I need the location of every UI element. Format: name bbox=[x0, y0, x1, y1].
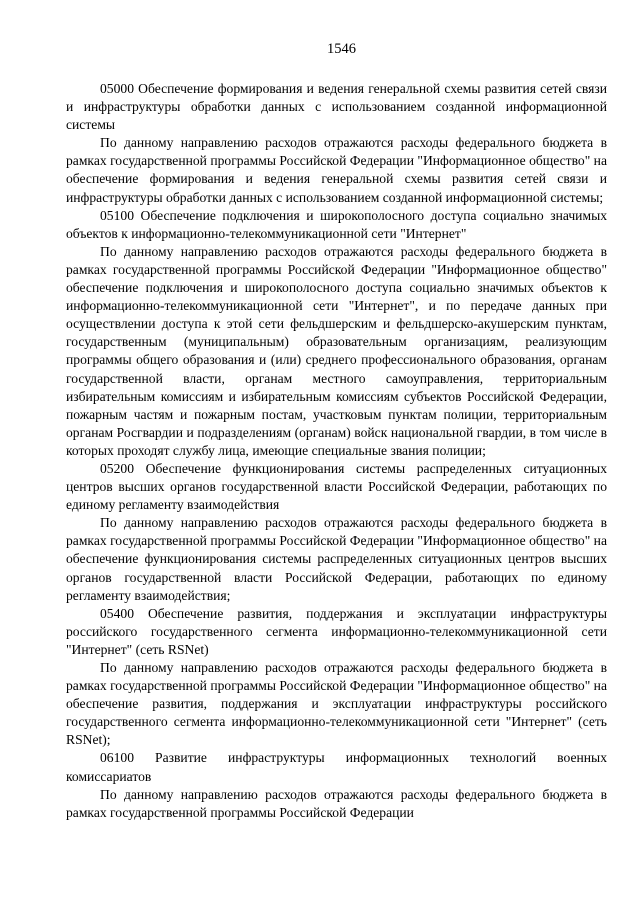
section-heading-05000: 05000 Обеспечение формирования и ведения генеральной схемы развития сетей связи и инфраструктуры обработки данных с использованием созданной информационной системы bbox=[66, 81, 607, 133]
section-description-05400: По данному направлению расходов отражаются расходы федерального бюджета в рамках государственной программы Российской Федерации "Информационное общество" на обеспечение развития, поддержания и эксплуатации инфраструктуры российского государственного сегмента информационно-телекоммуникационной сети "Интернет" (сеть RSNet); bbox=[66, 660, 607, 748]
section-description-06100: По данному направлению расходов отражаются расходы федерального бюджета в рамках государственной программы Российской Федерации bbox=[66, 786, 607, 820]
section-description-05200: По данному направлению расходов отражаются расходы федерального бюджета в рамках государственной программы Российской Федерации "Информационное общество" на обеспечение функционирования системы распределенных ситуационных центров высших органов государственной власти Российской Федерации, работающих по единому регламенту взаимодействия; bbox=[66, 515, 607, 603]
section-heading-05200: 05200 Обеспечение функционирования системы распределенных ситуационных центров высших органов государственной власти Российской Федерации, работающих по единому регламенту взаимодействия bbox=[66, 460, 607, 513]
section-heading-05400: 05400 Обеспечение развития, поддержания и эксплуатации инфраструктуры российского государственного сегмента информационно-телекоммуникационной сети "Интернет" (сеть RSNet) bbox=[66, 605, 607, 657]
section-heading-05100: 05100 Обеспечение подключения и широкополосного доступа социально значимых объектов к информационно-телекоммуникационной сети "Интернет" bbox=[66, 207, 607, 241]
section-heading-06100: 06100 Развитие инфраструктуры информационных технологий военных комиссариатов bbox=[66, 750, 607, 784]
section-description-05100: По данному направлению расходов отражаются расходы федерального бюджета в рамках государственной программы Российской Федерации "Информационное общество" обеспечение подключения и широкополосного доступа социально значимых объектов к информационно-телекоммуникационной сети "Интернет", и по передаче данных при осуществлении доступа к этой сети фельдшерским и фельдшерско-акушерским пунктам, государственным (муниципальным) образовательным организациям, реализующим программы общего образования и (или) среднего профессионального образования, органам государственной власти, органам местного самоуправления, территориальным избирательным комиссиям и избирательным комиссиям субъектов Российской Федерации, пожарным частям и пожарным постам, участковым пунктам полиции, территориальным органам Росгвардии и подразделениям (органам) войск национальной гвардии, в том числе в которых проходят службу лица, имеющие специальные звания полиции; bbox=[66, 243, 607, 458]
page-number: 1546 bbox=[327, 41, 356, 57]
section-description-05000: По данному направлению расходов отражаются расходы федерального бюджета в рамках государственной программы Российской Федерации "Информационное общество" на обеспечение формирования и ведения генеральной схемы развития сетей связи и инфраструктуры обработки данных с использованием созданной информационной системы; bbox=[66, 135, 607, 205]
